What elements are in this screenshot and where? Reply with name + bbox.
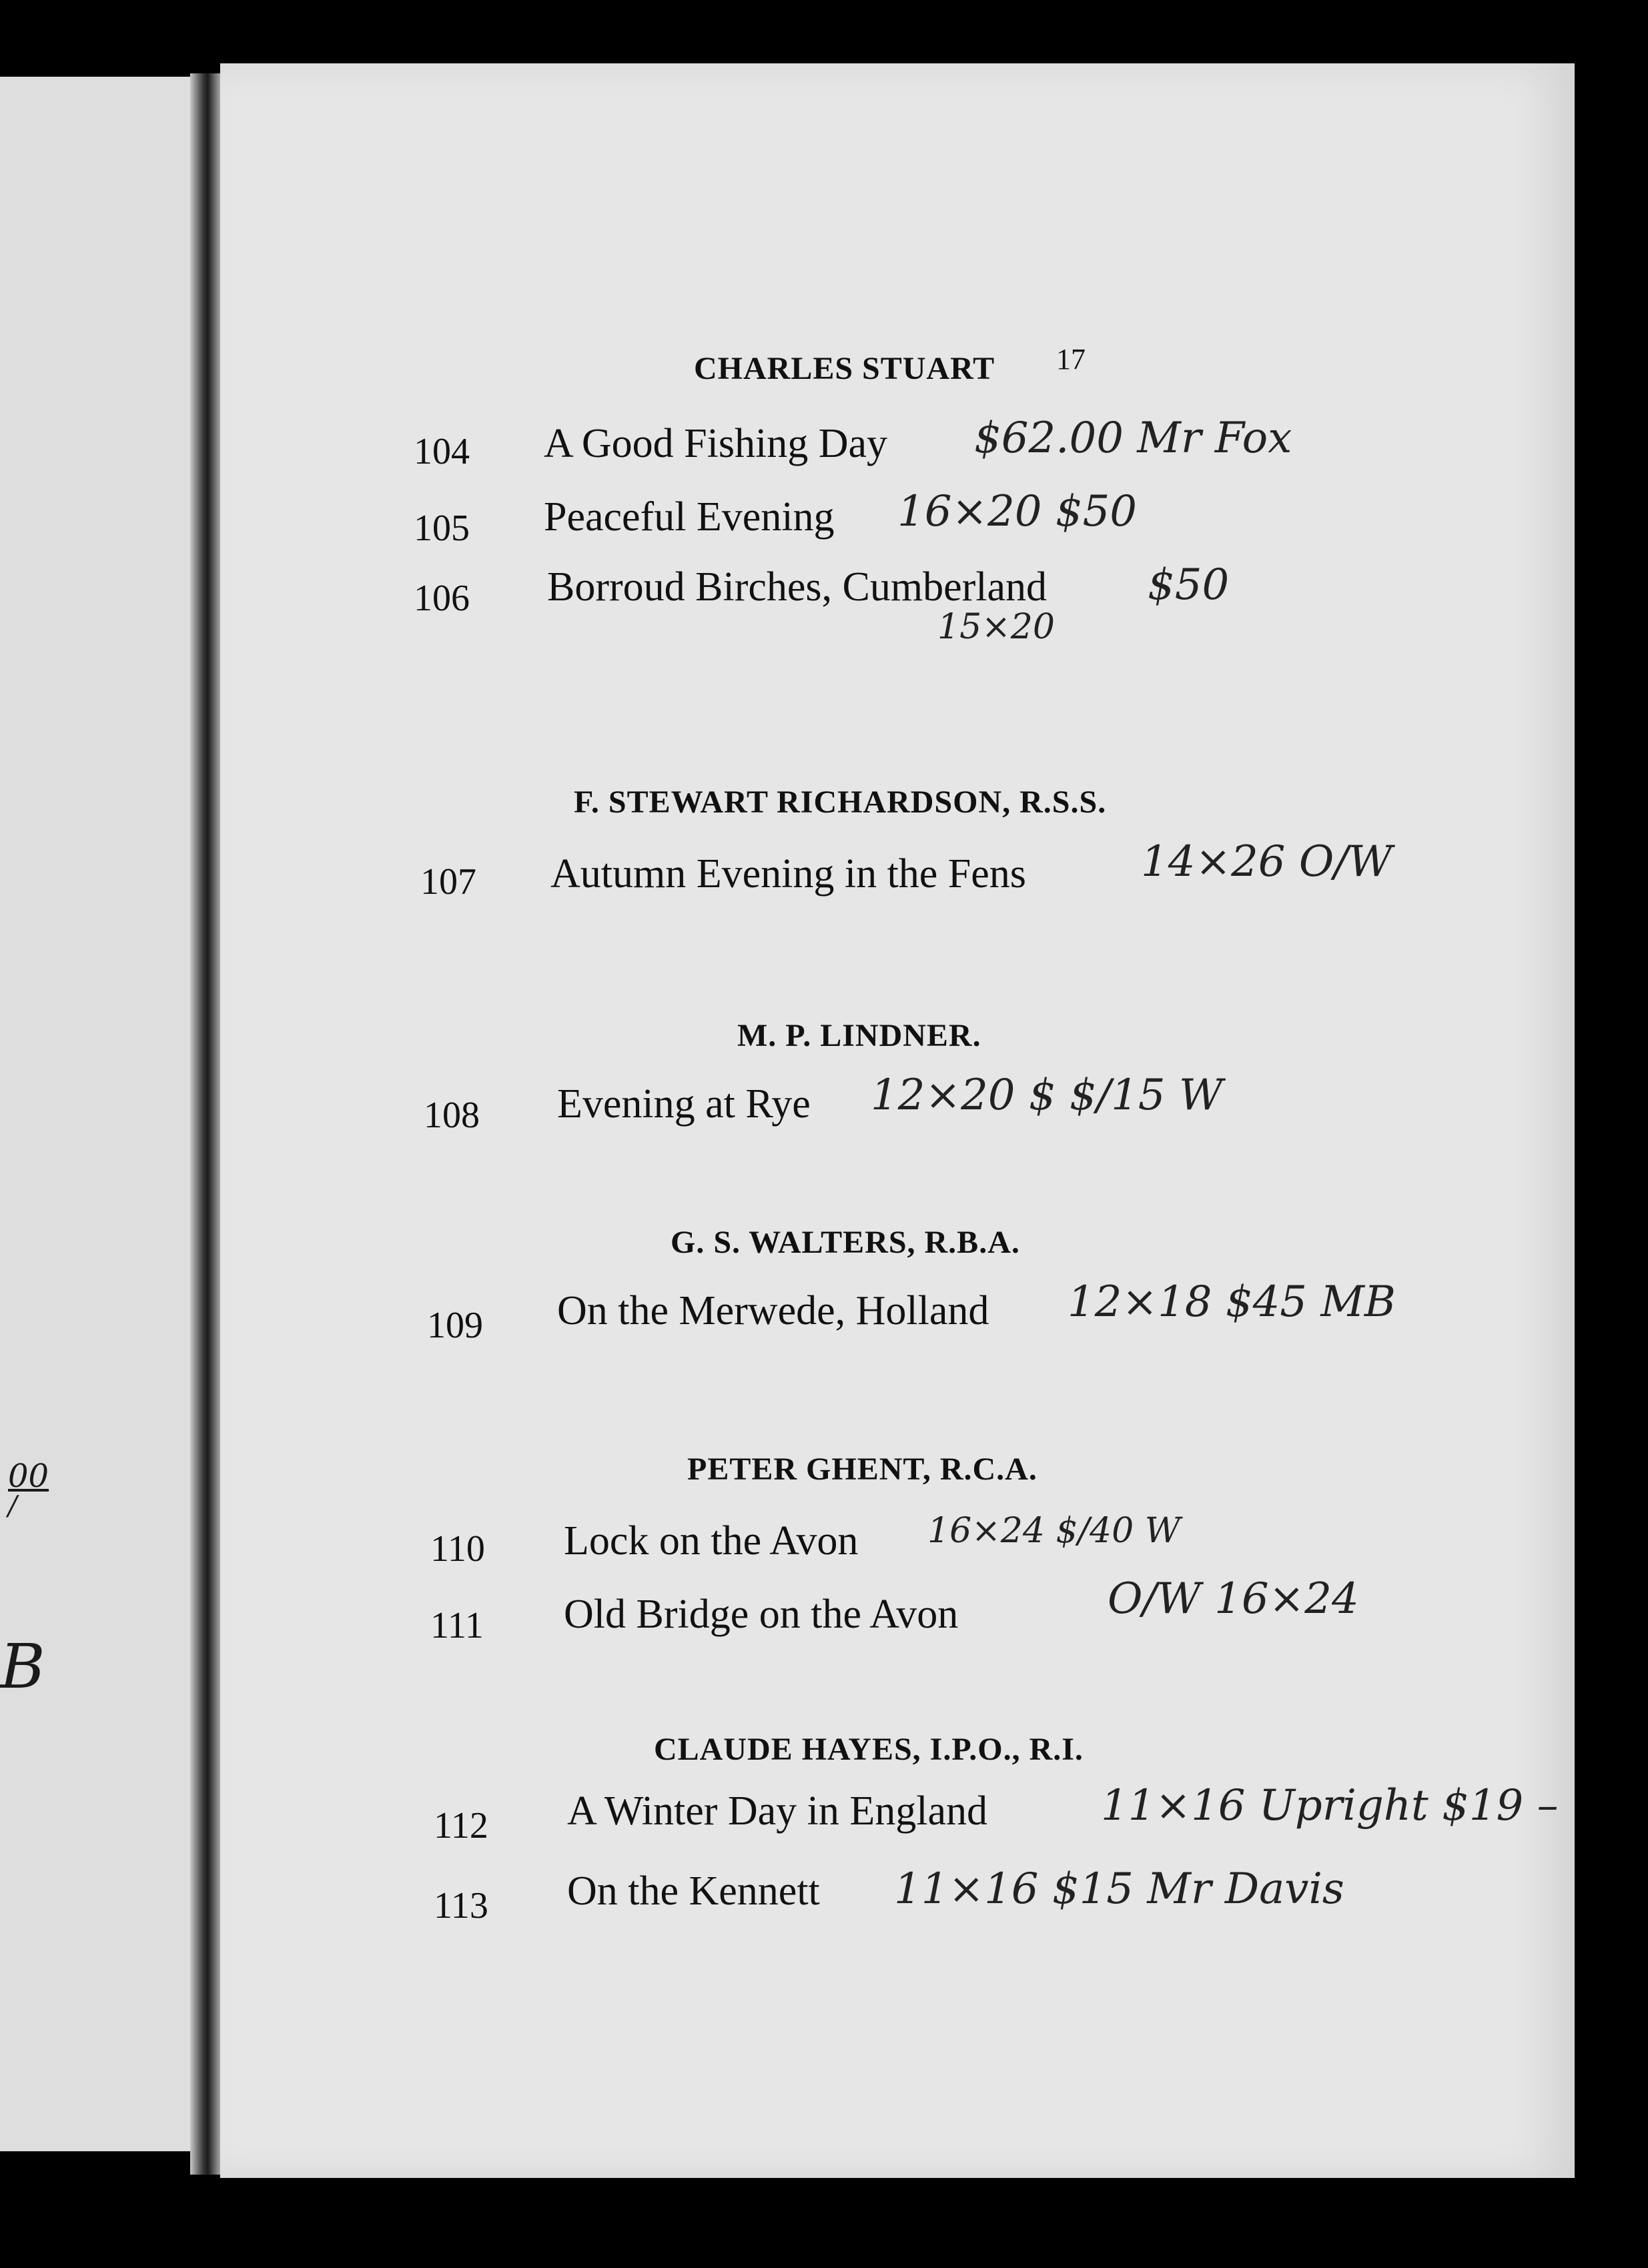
item-title: On the Merwede, Holland bbox=[557, 1288, 989, 1333]
handwritten-note: 12×18 $45 MB bbox=[1068, 1277, 1396, 1327]
item-title: Autumn Evening in the Fens bbox=[550, 851, 1026, 897]
artist-heading: CHARLES STUART bbox=[694, 351, 995, 386]
handwritten-note: 12×20 $ $/15 W bbox=[871, 1071, 1223, 1120]
item-number: 108 bbox=[424, 1095, 480, 1136]
item-number: 112 bbox=[434, 1805, 488, 1846]
handwritten-note: 15×20 bbox=[937, 607, 1055, 647]
item-number: 113 bbox=[434, 1885, 488, 1926]
book-gutter bbox=[190, 73, 222, 2175]
artist-heading: CLAUDE HAYES, I.P.O., R.I. bbox=[654, 1732, 1084, 1767]
artist-heading: M. P. LINDNER. bbox=[737, 1018, 981, 1053]
item-number: 104 bbox=[414, 431, 470, 472]
item-title: A Good Fishing Day bbox=[544, 421, 887, 466]
item-number: 106 bbox=[414, 578, 470, 619]
item-title: On the Kennett bbox=[567, 1868, 820, 1914]
artist-heading: G. S. WALTERS, R.B.A. bbox=[671, 1225, 1020, 1260]
item-title: Evening at Rye bbox=[557, 1081, 811, 1127]
handwritten-note: $50 bbox=[1148, 560, 1230, 610]
margin-note: 00 bbox=[8, 1458, 49, 1495]
catalogue-page bbox=[220, 63, 1575, 2178]
handwritten-note: O/W 16×24 bbox=[1108, 1574, 1359, 1624]
handwritten-note: 11×16 $15 Mr Davis bbox=[894, 1864, 1344, 1914]
page-number: 17 bbox=[1056, 343, 1086, 376]
item-title: A Winter Day in England bbox=[567, 1788, 988, 1834]
item-number: 111 bbox=[430, 1605, 484, 1646]
item-title: Lock on the Avon bbox=[564, 1518, 859, 1564]
item-title: Borroud Birches, Cumberland bbox=[547, 564, 1048, 610]
item-number: 110 bbox=[430, 1528, 485, 1570]
handwritten-note: 14×26 O/W bbox=[1141, 837, 1392, 887]
artist-heading: PETER GHENT, R.C.A. bbox=[687, 1452, 1038, 1487]
artist-heading: F. STEWART RICHARDSON, R.S.S. bbox=[574, 784, 1107, 820]
handwritten-note: 11×16 Upright $19 – bbox=[1101, 1781, 1559, 1830]
handwritten-note: 16×20 $50 bbox=[897, 487, 1137, 536]
margin-note: / bbox=[8, 1491, 17, 1522]
item-number: 109 bbox=[427, 1305, 483, 1346]
handwritten-note: $62.00 Mr Fox bbox=[974, 414, 1292, 463]
item-title: Peaceful Evening bbox=[544, 494, 835, 540]
handwritten-note: 16×24 $/40 W bbox=[927, 1511, 1181, 1551]
item-number: 107 bbox=[420, 861, 476, 903]
left-page-edge bbox=[0, 77, 190, 2151]
item-number: 105 bbox=[414, 508, 470, 549]
item-title: Old Bridge on the Avon bbox=[564, 1592, 959, 1637]
margin-note: B bbox=[0, 1631, 45, 1702]
